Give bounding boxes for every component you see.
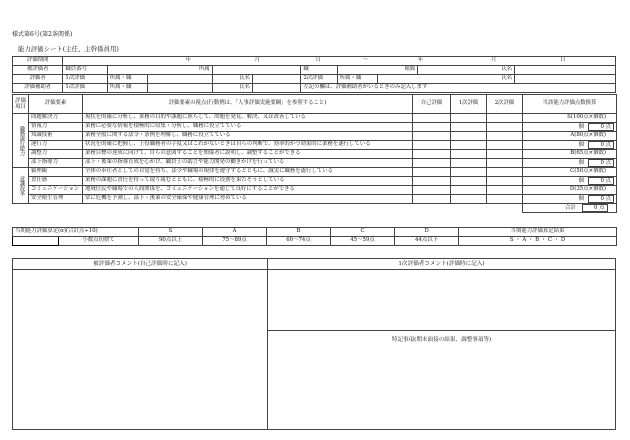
second-eval-field[interactable]: [487, 195, 523, 204]
eval-row: [13, 150, 617, 159]
second-eval-field[interactable]: [487, 114, 523, 123]
second-eval-field[interactable]: [487, 186, 523, 195]
viewpoint-text: 業務全般に関する法令・条例を理解し、職務に役立てている: [83, 132, 413, 141]
assistant-eval-label: 1次評価: [63, 84, 107, 93]
viewpoint-text: 業務に必要な情報を積極的に収集・分析し、職務に役立てている: [83, 123, 413, 132]
first-eval-field[interactable]: [451, 123, 487, 132]
viewpoint-text: 業務の課題に責任を持って取り組むとともに、積極的に役割を果たそうとしている: [83, 177, 413, 186]
conversion-count: 個 0 点: [523, 195, 617, 204]
self-eval-field[interactable]: [413, 132, 451, 141]
sheet-title: 能力評価シート(主任、主幹係員用): [18, 45, 119, 53]
element-label: 安全衛生管理: [29, 195, 83, 204]
eval-row: [13, 132, 617, 141]
affiliation-label: 所属: [107, 66, 212, 75]
first-eval-field[interactable]: [451, 177, 487, 186]
conversion-label: D(35点×個数): [523, 186, 617, 195]
first-eval-field[interactable]: [451, 159, 487, 168]
element-label: 調整力: [29, 150, 83, 159]
first-eval-field[interactable]: [451, 195, 487, 204]
score-field[interactable]: 0 点: [588, 195, 614, 203]
self-eval-field[interactable]: [413, 159, 451, 168]
result-options[interactable]: S ・ A ・ B ・ C ・ D: [459, 237, 617, 246]
special-notes-label: 特記事項(期末面接の結果、調整事項等): [391, 337, 492, 343]
self-comment-box: [13, 259, 268, 429]
group-ability-label: 職務遂行能力: [13, 114, 29, 168]
self-eval-field[interactable]: [413, 177, 451, 186]
viewpoint-text: 部下・後輩の指導育成を心がけ、職員士の助言や能力開発の働きかけを行っている: [83, 159, 413, 168]
header-item: 評価項目: [13, 95, 29, 114]
range-c: 45〜59点: [331, 237, 395, 246]
range-d: 44点以下: [395, 237, 459, 246]
period-field[interactable]: 年 月 日 〜 年 月 日: [63, 57, 616, 66]
eval-row: [13, 141, 617, 150]
first-name-field[interactable]: [252, 75, 300, 84]
header-first: 1次評価: [451, 95, 487, 114]
element-label: 問題解決力: [29, 114, 83, 123]
second-aff-pos-label: 所属・職: [337, 75, 377, 84]
conversion-label: A(80点×個数): [523, 132, 617, 141]
evaluation-table: [12, 94, 617, 213]
element-label: 情報力: [29, 123, 83, 132]
grade-d: D: [395, 228, 459, 237]
special-notes-box: [268, 331, 615, 429]
total-score-field[interactable]: 0 点: [582, 204, 608, 212]
form-number: 様式第6号(第2条関係): [12, 31, 73, 38]
first-aff-pos-label: 所属・職: [107, 75, 147, 84]
viewpoint-text: 状況を的確に把握し、上役職務者の手度又はこれがないときは自らの判断で、効率的かつ効果的に業務を遂行している: [83, 141, 413, 150]
element-label: 運行力: [29, 141, 83, 150]
second-eval-field[interactable]: [487, 150, 523, 159]
first-eval-field[interactable]: [451, 150, 487, 159]
staff-no-label: 職員番号: [63, 66, 107, 75]
header-second: 2次評価: [487, 95, 523, 114]
assistant-name-label: 氏名: [212, 84, 252, 93]
result-label: 当期能力評価算定結果: [459, 228, 617, 237]
second-name-field[interactable]: [515, 75, 616, 84]
second-eval-field[interactable]: [487, 141, 523, 150]
first-name-label: 氏名: [212, 75, 252, 84]
special-notes-field[interactable]: [268, 345, 615, 429]
self-eval-field[interactable]: [413, 195, 451, 204]
evaluator-label: 評価者: [13, 75, 63, 84]
eval-row: [13, 186, 617, 195]
assistant-aff-pos-label: 所属・職: [107, 84, 147, 93]
element-label: コミュニケーション: [29, 186, 83, 195]
calc-label: 当期能力評価算定(α)(合計点÷10): [13, 228, 139, 237]
comments-area: [12, 258, 616, 430]
element-label: 責任感: [29, 177, 83, 186]
evaluatee-label: 被評価者: [13, 66, 63, 75]
element-label: 倫理観: [29, 168, 83, 177]
score-field[interactable]: 0 点: [588, 123, 614, 131]
grade-s: S: [139, 228, 203, 237]
conversion-count: 個 0 点: [523, 123, 617, 132]
viewpoint-text: 業務目標の達成に向けて、自らの意図することを関係者に説明し、調整することができる: [83, 150, 413, 159]
total-row: 合計 0 点: [523, 204, 617, 213]
viewpoint-text: 現状を的確に分析し、業務の目的や課題に照らして、問題を発見、解決、又は改善している: [83, 114, 413, 123]
grade-table: [12, 227, 617, 246]
first-eval-label: 1次評価: [63, 75, 107, 84]
element-label: 部下指導力: [29, 159, 83, 168]
eval-row: [13, 159, 617, 168]
position-label: 職: [301, 66, 337, 75]
range-a: 75〜89点: [203, 237, 267, 246]
period-label: 評価期間: [13, 57, 63, 66]
viewpoint-text: 地域住民や職場での人間関係を、コミュニケーションを通じて良好にすることができる: [83, 186, 413, 195]
element-label: 知識技術: [29, 132, 83, 141]
self-eval-field[interactable]: [413, 168, 451, 177]
conversion-count: 個 0 点: [523, 141, 617, 150]
grade-label: 階級: [337, 66, 418, 75]
viewpoint-text: 全体の奉仕者としての自覚を持ち、法令や職場の規律を遵守するとともに、誠実に職務を遂行している: [83, 168, 413, 177]
first-eval-field[interactable]: [451, 114, 487, 123]
conversion-count: 個 0 点: [523, 159, 617, 168]
header-self: 自己評価: [413, 95, 451, 114]
first-eval-field[interactable]: [451, 168, 487, 177]
group-awareness-label: 意識改革: [13, 168, 29, 204]
eval-row: [13, 168, 617, 177]
self-eval-field[interactable]: [413, 186, 451, 195]
header-conversion: 当該能力評価点数換算: [523, 95, 617, 114]
first-eval-field[interactable]: [451, 132, 487, 141]
calc-input[interactable]: [13, 237, 59, 246]
second-eval-field[interactable]: [487, 159, 523, 168]
first-eval-field[interactable]: [451, 141, 487, 150]
second-eval-field[interactable]: [487, 123, 523, 132]
range-b: 60〜74点: [267, 237, 331, 246]
assistant-note: 左記の欄は、評価補助者がいるときのみ記入します: [301, 84, 616, 93]
header-element: 評価要素: [29, 95, 83, 114]
score-field[interactable]: 0 点: [588, 177, 614, 185]
second-eval-field[interactable]: [487, 177, 523, 186]
first-comment-field[interactable]: [268, 269, 615, 330]
second-eval-field[interactable]: [487, 168, 523, 177]
evaluatee-name-label: 氏名: [418, 66, 515, 75]
self-eval-field[interactable]: [413, 141, 451, 150]
self-eval-field[interactable]: [413, 123, 451, 132]
conversion-count: 個 0 点: [523, 177, 617, 186]
conversion-label: S(100点×個数): [523, 114, 617, 123]
round-label: 小数点切捨て: [59, 237, 139, 246]
evaluatee-name-field[interactable]: [515, 66, 616, 75]
first-comment-label: 1次評価者コメント(評価時に記入): [268, 259, 615, 270]
second-eval-field[interactable]: [487, 132, 523, 141]
first-comment-box: [268, 259, 615, 331]
assistant-aff-pos-field[interactable]: [148, 84, 213, 93]
first-eval-field[interactable]: [451, 186, 487, 195]
assistant-name-field[interactable]: [252, 84, 300, 93]
self-comment-field[interactable]: [13, 269, 267, 429]
first-aff-pos-field[interactable]: [148, 75, 213, 84]
header-viewpoint: 評価要素の視点(行動例は、「人事評価実施要綱」を参照すること): [83, 95, 413, 114]
second-name-label: 氏名: [377, 75, 514, 84]
assistant-label: 評価補助者: [13, 84, 63, 93]
self-eval-field[interactable]: [413, 150, 451, 159]
score-field[interactable]: 0 点: [588, 141, 614, 149]
eval-row: [13, 195, 617, 204]
range-s: 90点以上: [139, 237, 203, 246]
eval-row: [13, 177, 617, 186]
eval-row: [13, 123, 617, 132]
grade-c: C: [331, 228, 395, 237]
viewpoint-text: 常に危機を予測し、部下・後輩の安全確保や健康管理に努めている: [83, 195, 413, 204]
grade-b: B: [267, 228, 331, 237]
conversion-label: C(50点×個数): [523, 168, 617, 177]
affiliation-field[interactable]: [212, 66, 301, 75]
conversion-label: B(65点×個数): [523, 150, 617, 159]
eval-row: [13, 114, 617, 123]
second-eval-label: 2次評価: [301, 75, 337, 84]
score-field[interactable]: 0 点: [588, 159, 614, 167]
self-eval-field[interactable]: [413, 114, 451, 123]
info-table: [12, 56, 616, 93]
grade-a: A: [203, 228, 267, 237]
self-comment-label: 被評価者コメント(自己評価時に記入): [13, 259, 267, 270]
